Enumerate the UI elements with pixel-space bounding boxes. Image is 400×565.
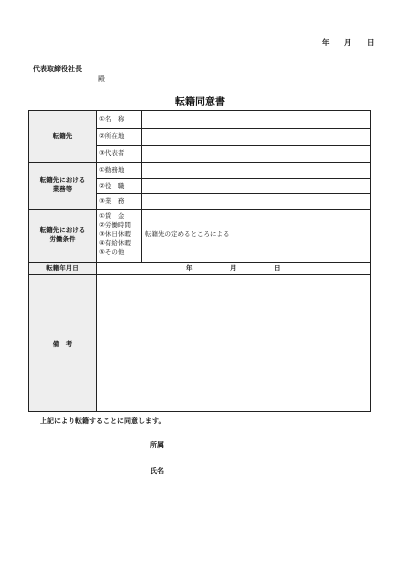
duties-label-line2: 業務等 [52,185,73,193]
row-other: ⑤その他 [99,248,125,256]
consent-statement: 上記により転籍することに同意します。 [40,417,166,425]
conditions-label-line2: 労働条件 [49,235,76,243]
label-column [29,111,96,411]
row-address: ②所在地 [99,132,125,140]
signature-name-label: 氏名 [150,467,164,475]
job-value[interactable] [143,195,368,207]
company-name-value[interactable] [143,114,368,126]
consent-form-table [28,110,371,412]
row-job: ③業 務 [99,197,125,205]
row-working-hours: ②労働時間 [99,221,131,229]
row-representative: ③代表者 [99,149,125,157]
document-title: 転籍同意書 [175,97,225,108]
transfer-date-month: 月 [230,264,237,272]
row-workplace: ①勤務地 [99,166,125,174]
remarks-label: 備 考 [52,340,73,348]
row-holidays: ③休日休暇 [99,230,131,238]
address-value[interactable] [143,131,368,143]
transfer-to-label: 転籍先 [52,132,73,140]
honorific: 殿 [98,75,105,83]
transfer-date-day: 日 [274,264,281,272]
addressee: 代表取締役社長 [33,65,82,73]
signature-affiliation-label: 所属 [150,441,164,449]
row-paid-leave: ④有給休暇 [99,239,131,247]
transfer-date-year: 年 [186,264,193,272]
representative-value[interactable] [143,148,368,160]
transfer-date-label: 転籍年月日 [46,264,79,272]
conditions-label-line1: 転籍先における [39,226,86,234]
row-company-name: ①名 称 [99,115,125,123]
position-value[interactable] [143,180,368,192]
header-day-label: 日 [367,38,375,47]
remarks-value[interactable] [99,277,367,407]
row-position: ②役 職 [99,182,125,190]
header-month-label: 月 [344,38,352,47]
workplace-value[interactable] [143,164,368,176]
row-wage: ①賃 金 [99,212,125,220]
header-year-label: 年 [322,38,330,47]
conditions-value: 転籍先の定めるところによる [145,230,230,238]
duties-label-line1: 転籍先における [39,176,86,184]
